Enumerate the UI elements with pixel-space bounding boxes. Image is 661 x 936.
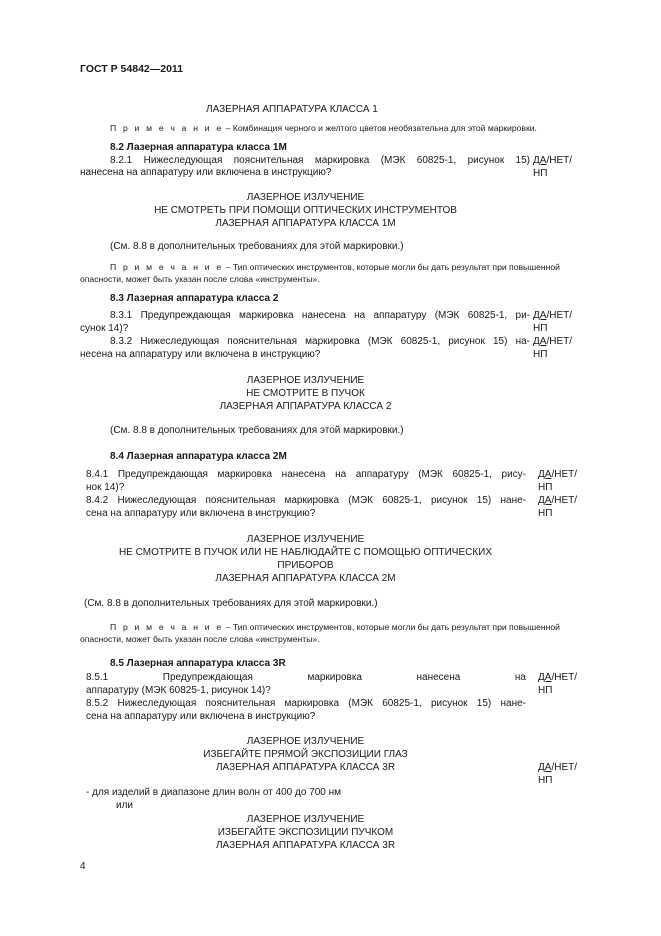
answer-no: /НЕТ/ — [551, 495, 578, 506]
item-8-5-2-line1: 8.5.2 Нижеследующая пояснительная маркировка (МЭК 60825-1, рисунок 15) нане- — [86, 698, 526, 709]
class2m-label — [80, 533, 531, 585]
page-number: 4 — [80, 861, 86, 872]
item-8-3-2-line1: 8.3.2 Нижеследующая пояснительная маркировка (МЭК 60825-1, рисунок 15) на- — [110, 336, 530, 347]
item-8-4-2-line2: сена на аппаратуру или включена в инструкцию? — [86, 508, 316, 519]
item-8-3-2-line2: несена на аппаратуру или включена в инструкцию? — [80, 349, 321, 360]
section-8-3-title: 8.3 Лазерная аппаратура класса 2 — [110, 293, 279, 304]
item-8-5-2-line2: сена на аппаратуру или включена в инструкцию? — [86, 711, 316, 722]
word: нанесена — [416, 672, 461, 683]
note-word: П р и м е ч а н и е — [110, 622, 224, 632]
answer-no: /НЕТ/ — [546, 310, 573, 321]
item-8-2-1-line2: нанесена на аппаратуру или включена в инструкцию? — [80, 167, 332, 178]
see-8-8-class2m: (См. 8.8 в дополнительных требованиях для этой маркировки.) — [84, 598, 378, 609]
class2-label-line: ЛАЗЕРНАЯ АППАРАТУРА КЛАССА 2 — [219, 401, 392, 412]
note-class2m-line2: опасности, может быть указан после слова «инструменты». — [80, 634, 320, 644]
answer-na: НП — [533, 323, 548, 334]
or-text: или — [116, 800, 134, 811]
answer-yes: ДА — [538, 672, 552, 683]
note-class2m-line1 — [110, 622, 560, 633]
item-8-5-1-line1 — [86, 671, 526, 684]
section-8-5-title: 8.5 Лазерная аппаратура класса 3R — [110, 658, 286, 669]
note-text: – Тип оптических инструментов, которые могли бы дать результат при повышенной — [223, 262, 560, 272]
document-header: ГОСТ Р 54842—2011 — [80, 63, 184, 75]
answer-yes: ДА — [538, 469, 552, 480]
item-8-4-1-line1: 8.4.1 Предупреждающая маркировка нанесена на аппаратуру (МЭК 60825-1, рису- — [86, 469, 526, 480]
class2-label-line: НЕ СМОТРИТЕ В ПУЧОК — [246, 388, 365, 399]
answer-8-3-1 — [533, 309, 572, 335]
note-class1m-line2: опасности, может быть указан после слова «инструменты». — [80, 274, 320, 284]
item-8-4-2-line1: 8.4.2 Нижеследующая пояснительная маркировка (МЭК 60825-1, рисунок 15) нане- — [86, 495, 526, 506]
answer-yes: ДА — [538, 762, 552, 773]
item-8-2-1-line1: 8.2.1 Нижеследующая пояснительная маркировка (МЭК 60825-1, рисунок 15) — [110, 155, 530, 166]
class3r-label-line: ЛАЗЕРНАЯ АППАРАТУРА КЛАССА 3R — [215, 762, 396, 773]
class3r-label-line: ЛАЗЕРНОЕ ИЗЛУЧЕНИЕ — [246, 736, 365, 747]
class1-label: ЛАЗЕРНАЯ АППАРАТУРА КЛАССА 1 — [206, 104, 378, 115]
note-text: – Комбинация черного и желтого цветов необязательна для этой маркировки. — [223, 123, 537, 133]
item-8-4-1-line2: нок 14)? — [86, 482, 125, 493]
note-word: П р и м е ч а н и е — [110, 262, 224, 272]
class3r-label-line: ЛАЗЕРНАЯ АППАРАТУРА КЛАССА 3R — [215, 840, 396, 851]
class2m-label-line: ЛАЗЕРНОЕ ИЗЛУЧЕНИЕ — [246, 534, 365, 545]
answer-na: НП — [538, 775, 553, 786]
note-class1m-line1 — [110, 262, 560, 273]
class2m-label-line: НЕ СМОТРИТЕ В ПУЧОК ИЛИ НЕ НАБЛЮДАЙТЕ С ПОМОЩЬЮ ОПТИЧЕСКИХ — [118, 547, 493, 558]
answer-na: НП — [533, 168, 548, 179]
answer-yes: ДА — [533, 155, 547, 166]
answer-yes: ДА — [538, 495, 552, 506]
note-class1 — [110, 123, 537, 134]
see-8-8-class2: (См. 8.8 в дополнительных требованиях для этой маркировки.) — [110, 425, 404, 436]
item-8-5-1-line2: аппаратуру (МЭК 60825-1, рисунок 14)? — [86, 685, 271, 696]
class3r-label-1 — [80, 735, 531, 774]
answer-no: /НЕТ/ — [551, 672, 578, 683]
answer-8-4-2 — [538, 494, 577, 520]
section-8-2-title: 8.2 Лазерная аппаратура класса 1М — [110, 142, 287, 153]
note-text: – Тип оптических инструментов, которые могли бы дать результат при повышенной — [223, 622, 560, 632]
word: 8.5.1 — [86, 672, 109, 683]
answer-8-4-1 — [538, 468, 577, 494]
answer-na: НП — [538, 482, 553, 493]
class2m-label-line: ПРИБОРОВ — [277, 560, 334, 571]
answer-no: /НЕТ/ — [546, 336, 573, 347]
answer-8-5-1 — [538, 671, 577, 697]
class3r-label-2 — [80, 813, 531, 852]
word: Предупреждающая — [162, 672, 253, 683]
word: на — [514, 672, 526, 683]
see-8-8-class1m: (См. 8.8 в дополнительных требованиях для этой маркировки.) — [110, 241, 404, 252]
wavelength-range-text: - для изделий в диапазоне длин волн от 400 до 700 нм — [86, 787, 342, 798]
class2-label-line: ЛАЗЕРНОЕ ИЗЛУЧЕНИЕ — [246, 375, 365, 386]
answer-na: НП — [538, 685, 553, 696]
class3r-label-line: ИЗБЕГАЙТЕ ЭКСПОЗИЦИИ ПУЧКОМ — [217, 827, 394, 838]
item-8-3-1-line2: сунок 14)? — [80, 323, 129, 334]
answer-8-2-1 — [533, 154, 572, 180]
class1m-label-line: ЛАЗЕРНОЕ ИЗЛУЧЕНИЕ — [246, 192, 365, 203]
class1m-label-line: НЕ СМОТРЕТЬ ПРИ ПОМОЩИ ОПТИЧЕСКИХ ИНСТРУМЕНТОВ — [154, 205, 457, 216]
class3r-label-line: ЛАЗЕРНОЕ ИЗЛУЧЕНИЕ — [246, 814, 365, 825]
class1m-label — [80, 191, 531, 230]
class2m-label-line: ЛАЗЕРНАЯ АППАРАТУРА КЛАССА 2М — [215, 573, 396, 584]
class2-label — [80, 374, 531, 413]
answer-no: /НЕТ/ — [551, 469, 578, 480]
answer-no: /НЕТ/ — [551, 762, 578, 773]
answer-no: /НЕТ/ — [546, 155, 573, 166]
word: маркировка — [307, 672, 362, 683]
class3r-label-line: ИЗБЕГАЙТЕ ПРЯМОЙ ЭКСПОЗИЦИИ ГЛАЗ — [203, 749, 408, 760]
answer-8-5-2 — [538, 761, 577, 787]
note-word: П р и м е ч а н и е — [110, 123, 224, 133]
answer-8-3-2 — [533, 335, 572, 361]
section-8-4-title: 8.4 Лазерная аппаратура класса 2М — [110, 451, 287, 462]
answer-yes: ДА — [533, 310, 547, 321]
answer-yes: ДА — [533, 336, 547, 347]
answer-na: НП — [533, 349, 548, 360]
class1m-label-line: ЛАЗЕРНАЯ АППАРАТУРА КЛАССА 1М — [215, 218, 396, 229]
item-8-3-1-line1: 8.3.1 Предупреждающая маркировка нанесена на аппаратуру (МЭК 60825-1, ри- — [110, 310, 530, 321]
answer-na: НП — [538, 508, 553, 519]
